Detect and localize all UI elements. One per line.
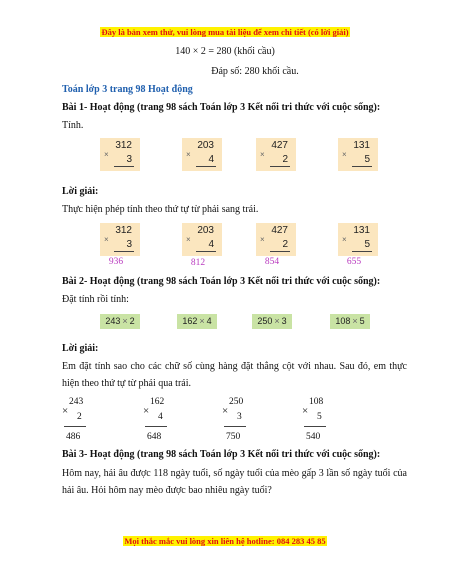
multiplicand: 312 [115, 140, 132, 151]
underline [145, 426, 167, 427]
underline [196, 166, 216, 167]
bai3-title: Bài 3- Hoạt động (trang 98 sách Toán lớp 3 Kết nối tri thức với cuộc sống): [62, 449, 381, 460]
operand-a: 108 [335, 316, 351, 326]
times-icon: × [260, 150, 265, 159]
multiplier: 3 [126, 154, 132, 165]
multiplicand: 250 [229, 397, 244, 407]
bai1-problem-card-2 [182, 138, 222, 171]
multiplicand: 427 [271, 140, 288, 151]
bai3-text: Hôm nay, hải âu được 118 ngày tuổi, số ngày tuổi của mèo gấp 3 lần số ngày tuổi của hải âu. Hỏi hôm nay mèo được bao nhiêu ngày tuổi? [62, 468, 407, 496]
multiplicand: 162 [150, 397, 165, 407]
bai1-solved-card-4 [338, 223, 378, 256]
times-icon: × [186, 235, 191, 244]
bai2-title: Bài 2- Hoạt động (trang 98 sách Toán lớp 3 Kết nối tri thức với cuộc sống): [62, 276, 381, 287]
times-icon: × [302, 405, 309, 417]
underline [352, 166, 372, 167]
underline [224, 426, 246, 427]
bai2-vertical-calc-1 [62, 397, 98, 453]
bai1-result-2: 812 [190, 258, 206, 268]
bai2-expression-2 [177, 314, 217, 329]
bai1-solved-card-1 [100, 223, 140, 256]
operand-b: 2 [129, 316, 135, 326]
bai1-problem-card-3 [256, 138, 296, 171]
operand-b: 4 [206, 316, 212, 326]
underline [64, 426, 86, 427]
multiplicand: 203 [197, 140, 214, 151]
multiplicand: 312 [115, 225, 132, 236]
times-icon: × [352, 316, 358, 326]
section-title: Toán lớp 3 trang 98 Hoạt động [62, 84, 193, 95]
underline [270, 251, 290, 252]
times-icon: × [62, 405, 69, 417]
bai1-problem-card-4 [338, 138, 378, 171]
underline [352, 251, 372, 252]
multiplicand: 203 [197, 225, 214, 236]
times-icon: × [186, 150, 191, 159]
multiplicand: 108 [309, 397, 324, 407]
operand-b: 3 [281, 316, 287, 326]
bai1-solution-text: Thực hiện phép tính theo thứ tự từ phải sang trái. [62, 204, 259, 215]
product: 540 [306, 432, 321, 442]
product: 750 [226, 432, 241, 442]
bai1-solved-card-2 [182, 223, 222, 256]
times-icon: × [104, 235, 109, 244]
multiplicand: 427 [271, 225, 288, 236]
multiplier: 5 [317, 412, 322, 422]
operand-a: 243 [105, 316, 121, 326]
multiplier: 4 [208, 154, 214, 165]
multiplier: 4 [158, 412, 163, 422]
bai2-expression-3 [252, 314, 292, 329]
bai1-result-4: 655 [346, 257, 362, 267]
multiplicand: 131 [353, 140, 370, 151]
underline [114, 166, 134, 167]
multiplier: 5 [364, 154, 370, 165]
bai1-instruction: Tính. [62, 120, 84, 131]
bai1-result-3: 854 [264, 257, 280, 267]
underline [270, 166, 290, 167]
times-icon: × [122, 316, 128, 326]
product: 648 [147, 432, 162, 442]
multiplier: 4 [208, 239, 214, 250]
times-icon: × [222, 405, 229, 417]
bai2-instruction: Đặt tính rồi tính: [62, 294, 129, 305]
preview-banner: Đây là bản xem thử, vui lòng mua tài liệu để xem chi tiết (có lời giải) [101, 27, 349, 37]
hotline-banner: Mọi thắc mắc vui lòng xin liên hệ hotline: 084 283 45 85 [124, 536, 326, 546]
operand-a: 250 [257, 316, 273, 326]
underline [304, 426, 326, 427]
bai1-result-1: 936 [108, 257, 124, 267]
prev-calc: 140 × 2 = 280 (khối cầu) [175, 46, 275, 57]
times-icon: × [199, 316, 205, 326]
times-icon: × [342, 235, 347, 244]
multiplier: 5 [364, 239, 370, 250]
multiplier: 2 [282, 239, 288, 250]
times-icon: × [260, 235, 265, 244]
times-icon: × [342, 150, 347, 159]
times-icon: × [143, 405, 150, 417]
bai1-problem-card-1 [100, 138, 140, 171]
operand-a: 162 [182, 316, 198, 326]
operand-b: 5 [359, 316, 365, 326]
multiplicand: 243 [69, 397, 84, 407]
times-icon: × [274, 316, 280, 326]
multiplicand: 131 [353, 225, 370, 236]
times-icon: × [104, 150, 109, 159]
bai2-vertical-calc-3 [222, 397, 258, 453]
underline [114, 251, 134, 252]
bai1-title: Bài 1- Hoạt động (trang 98 sách Toán lớp 3 Kết nối tri thức với cuộc sống): [62, 102, 381, 113]
product: 486 [66, 432, 81, 442]
multiplier: 2 [77, 412, 82, 422]
multiplier: 2 [282, 154, 288, 165]
multiplier: 3 [126, 239, 132, 250]
bai1-solution-label: Lời giải: [62, 186, 99, 197]
bai2-vertical-calc-2 [143, 397, 179, 453]
bai2-expression-1 [100, 314, 140, 329]
bai2-expression-4 [330, 314, 370, 329]
bai2-solution-label: Lời giải: [62, 343, 99, 354]
bai2-solution-text: Em đặt tính sao cho các chữ số cùng hàng đặt thẳng cột với nhau. Sau đó, em thực hiện theo thứ tự từ phải qua trái. [62, 361, 407, 389]
bai2-vertical-calc-4 [302, 397, 338, 453]
prev-answer: Đáp số: 280 khối cầu. [211, 66, 299, 77]
multiplier: 3 [237, 412, 242, 422]
bai1-solved-card-3 [256, 223, 296, 256]
underline [196, 251, 216, 252]
